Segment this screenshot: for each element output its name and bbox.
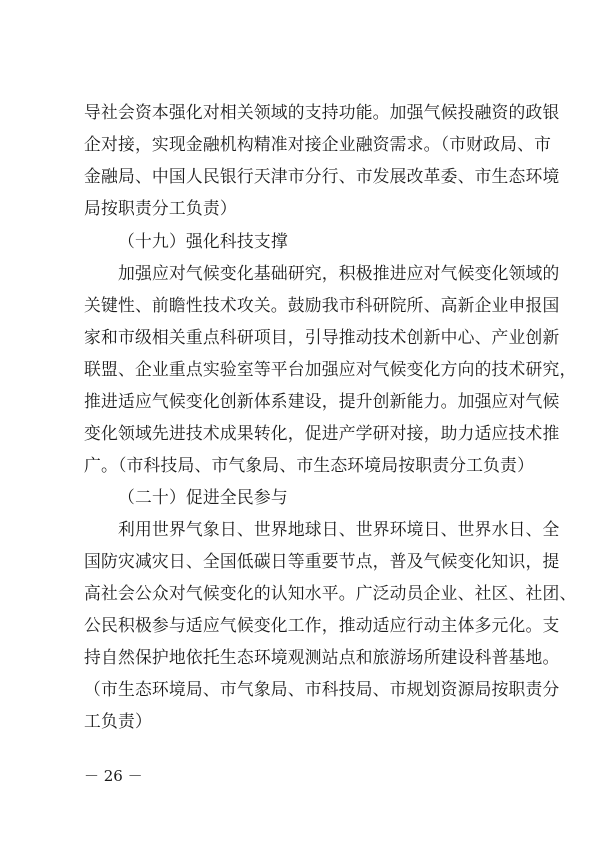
text-line: 推进适应气候变化创新体系建设，提升创新能力。加强应对气候: [84, 391, 560, 411]
text-line: 关键性、前瞻性技术攻关。鼓励我市科研院所、高新企业申报国: [84, 295, 560, 315]
text-line: 公民积极参与适应气候变化工作，推动适应行动主体多元化。支: [84, 615, 560, 635]
text-line: 广。（市科技局、市气象局、市生态环境局按职责分工负责）: [84, 455, 535, 475]
page-number: － 26 －: [84, 767, 143, 785]
text-line: 变化领域先进技术成果转化，促进产学研对接，助力适应技术推: [84, 423, 560, 443]
text-line: 家和市级相关重点科研项目，引导推动技术创新中心、产业创新: [84, 327, 560, 347]
text-line: 金融局、中国人民银行天津市分行、市发展改革委、市生态环境: [84, 166, 560, 186]
text-line: 持自然保护地依托生态环境观测站点和旅游场所建设科普基地。: [84, 647, 560, 667]
section-heading: （十九）强化科技支撑: [118, 231, 288, 251]
text-line: （市生态环境局、市气象局、市科技局、市规划资源局按职责分: [84, 679, 560, 699]
text-line: 利用世界气象日、世界地球日、世界环境日、世界水日、全: [118, 519, 560, 539]
text-line: 导社会资本强化对相关领域的支持功能。加强气候投融资的政银: [84, 102, 560, 122]
text-line: 高社会公众对气候变化的认知水平。广泛动员企业、社区、社团、: [84, 583, 577, 603]
text-line: 国防灾减灾日、全国低碳日等重要节点，普及气候变化知识，提: [84, 551, 560, 571]
section-heading: （二十）促进全民参与: [118, 487, 288, 507]
text-line: 局按职责分工负责）: [84, 198, 237, 218]
text-line: 加强应对气候变化基础研究，积极推进应对气候变化领域的: [118, 263, 560, 283]
text-line: 联盟、企业重点实验室等平台加强应对气候变化方向的技术研究，: [84, 359, 577, 379]
text-line: 企对接，实现金融机构精准对接企业融资需求。（市财政局、市: [84, 134, 552, 154]
text-line: 工负责）: [84, 711, 152, 731]
